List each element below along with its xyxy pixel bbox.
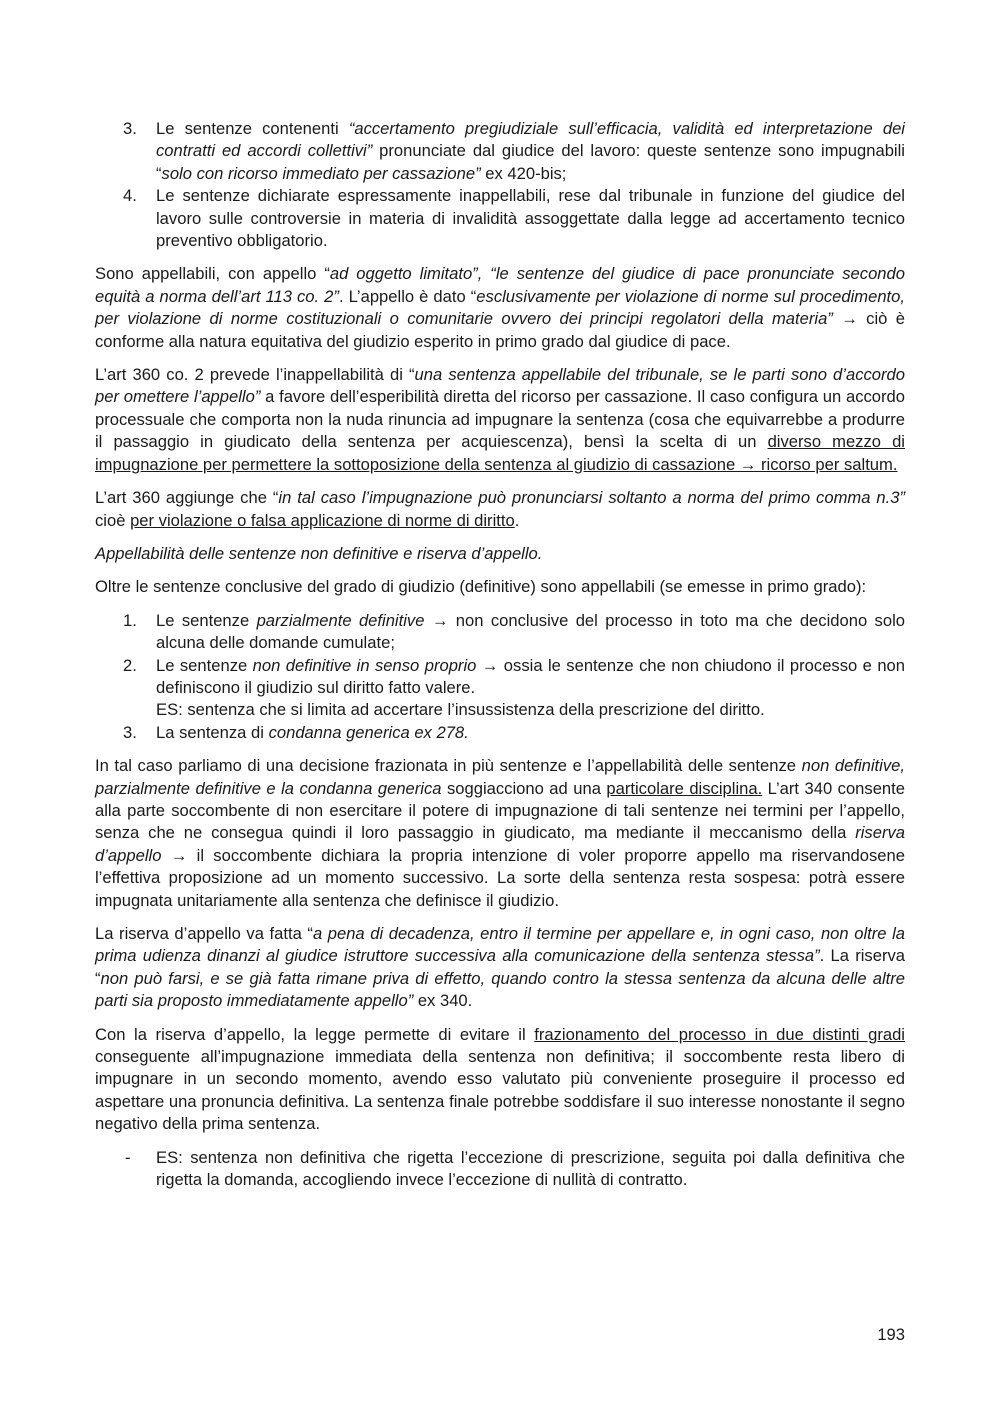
text-run: → il soccombente dichiara la propria intenzione di voler proporre appello ma riservandosene l’effettiva proposizione ad un momento successivo. La sorte della sentenza resta sospesa: potrà essere impugnata unitariamente alla sentenza che definisce il giudizio. [95,845,905,910]
text-run: “accertamento pregiudiziale sull’efficacia, validità ed interpretazione dei contratti ed accordi collettivi” [156,119,905,161]
text-run: → ossia le sentenze che non chiudono il processo e non definiscono il giudizio sul diritto fatto valere. [156,655,906,697]
text-run: In tal caso parliamo di una decisione frazionata in più sentenze e l’appellabilità delle sentenze [95,756,802,776]
list-item [95,185,905,252]
text-run: non definitive, parzialmente definitive e la condanna generica [95,756,905,798]
paragraph-art-360-co2 [95,364,905,476]
list-item [95,118,905,185]
text-run: conseguente all’impugnazione immediata della sentenza non definitiva; il soccombente resta libero di impugnare in un secondo momento, avendo esso valutato più conveniente proseguire il processo ed aspettare una pronuncia definitiva. La sentenza finale potrebbe soddisfare il suo interesse nonostante il segno negativo della prima sentenza. [95,1047,905,1134]
text-run: esclusivamente per violazione di norme sul procedimento, per violazione di norme costituzionali o comunitarie ovvero dei principi regolatori della materia” [95,286,905,329]
text-run: non può farsi, e se già fatta rimane priva di effetto, quando contro la stessa sentenza da alcuna delle altre parti sia proposto immediatamente appello” [95,968,905,1011]
list-item-text [156,119,905,183]
text-run: La sentenza di [156,722,269,742]
text-run: riserva d’appello [95,823,905,865]
text-run: pronunciate dal giudice del lavoro: queste sentenze sono impugnabili “ [156,141,905,183]
text-run: . L’appello è dato “ [338,286,477,306]
text-run: ex 420-bis; [480,163,567,183]
text-run: Sono appellabili, con appello “ [95,264,330,284]
numbered-list-middle [95,610,905,744]
document-page [95,118,905,1202]
paragraph-oltre-sentenze [95,576,905,598]
text-run: particolare disciplina. [606,778,763,798]
numbered-list-top [95,118,905,252]
text-run: Con la riserva d’appello, la legge permette di evitare il [95,1024,535,1044]
list-marker: 3. [123,119,137,138]
text-run: ex 340. [413,991,473,1011]
text-run: . La riserva “ [95,946,906,988]
paragraph-appello-giudice-pace [95,263,905,353]
text-run: non definitive in senso proprio [252,655,477,675]
text-run: Le sentenze [156,610,257,630]
text-run: L’art 360 aggiunge che “ [95,488,279,508]
text-run: cioè [95,510,131,530]
list-item-text [156,611,905,652]
text-run: → non conclusive del processo in toto ma che decidono solo alcuna delle domande cumulate; [156,610,905,653]
text-run: La riserva d’appello va fatta “ [95,924,313,943]
text-run: L’art 360 co. 2 prevede l’inappellabilità di “ [95,365,415,385]
list-item-text [156,1148,905,1189]
page-number: 193 [877,1325,905,1344]
text-run: Le sentenze [156,655,253,675]
list-item-text [156,723,469,742]
list-item [95,655,905,722]
section-heading: Appellabilità delle sentenze non definitive e riserva d’appello. [95,543,543,563]
paragraph-decisione-frazionata [95,755,905,912]
paragraph-riserva-appello [95,923,905,1013]
text-run: → ciò è conforme alla natura equitativa del giudizio esperito in primo grado dal giudice di pace. [95,309,905,351]
text-run: frazionamento del processo in due distinti gradi [534,1024,905,1044]
dash-list-bottom [95,1147,905,1192]
text-run: Le sentenze dichiarate espressamente inappellabili, rese dal tribunale in funzione del giudice del lavoro sulle controversie in materia di invalidità assoggettate dalla legge ad accertamento tecnico preventivo obbligatorio. [156,186,905,251]
list-item [95,1147,905,1192]
list-item-text [156,656,905,697]
text-run: parzialmente definitive [256,610,425,630]
list-marker: 4. [123,186,137,206]
list-marker: 2. [123,655,137,675]
list-item-text [156,186,905,250]
list-item-example: ES: sentenza che si limita ad accertare l’insussistenza della prescrizione del diritto. [156,700,765,720]
text-run: per violazione o falsa applicazione di norme di diritto [130,510,515,530]
text-run: condanna generica ex 278. [268,722,469,742]
list-item [95,610,905,655]
list-marker: 3. [123,722,137,742]
text-run: ad oggetto limitato”, “le sentenze del giudice di pace pronunciate secondo equità a norma dell’art 113 co. 2” [95,264,905,306]
text-run: a pena di decadenza, entro il termine per appellare e, in ogni caso, non oltre la prima udienza dinanzi al giudice istruttore successiva alla comunicazione della sentenza stessa” [95,924,905,966]
text-run: Oltre le sentenze conclusive del grado di giudizio (definitive) sono appellabili (se emesse in primo grado): [95,577,867,597]
text-run: una sentenza appellabile del tribunale, se le parti sono d’accordo per omettere l’appello” [95,365,905,407]
list-item [95,722,905,744]
list-marker: - [125,1147,131,1167]
paragraph-frazionamento [95,1024,905,1136]
text-run: solo con ricorso immediato per cassazione” [161,163,481,183]
text-run: Le sentenze contenenti [156,119,349,138]
paragraph-art-360-aggiunge [95,487,905,532]
text-run: in tal caso l’impugnazione può pronunciarsi soltanto a norma del primo comma n.3” [278,488,905,508]
text-run: diverso mezzo di impugnazione per permettere la sottoposizione della sentenza al giudizio di cassazione → ricorso per saltum. [95,432,905,474]
text-run: L’art 340 consente alla parte soccombente di non esercitare il potere di impugnazione di tali sentenze nei termini per l’appello, senza che ne consegua quindi il loro passaggio in giudicato, ma mediante il meccanismo della [95,778,905,843]
list-marker: 1. [123,610,137,630]
text-run: soggiacciono ad una [441,778,607,798]
text-run: a favore dell’esperibilità diretta del ricorso per cassazione. Il caso configura un accordo processuale che comporta non la nuda rinuncia ad impugnare la sentenza (cosa che equivarrebbe a produrre il passaggio in giudicato della sentenza per acquiescenza), bensì la scelta di un [95,387,905,452]
text-run: . [514,510,520,530]
text-run: ES: sentenza non definitiva che rigetta l’eccezione di prescrizione, seguita poi dalla definitiva che rigetta la domanda, accogliendo invece l’eccezione di nullità di contratto. [156,1147,905,1190]
